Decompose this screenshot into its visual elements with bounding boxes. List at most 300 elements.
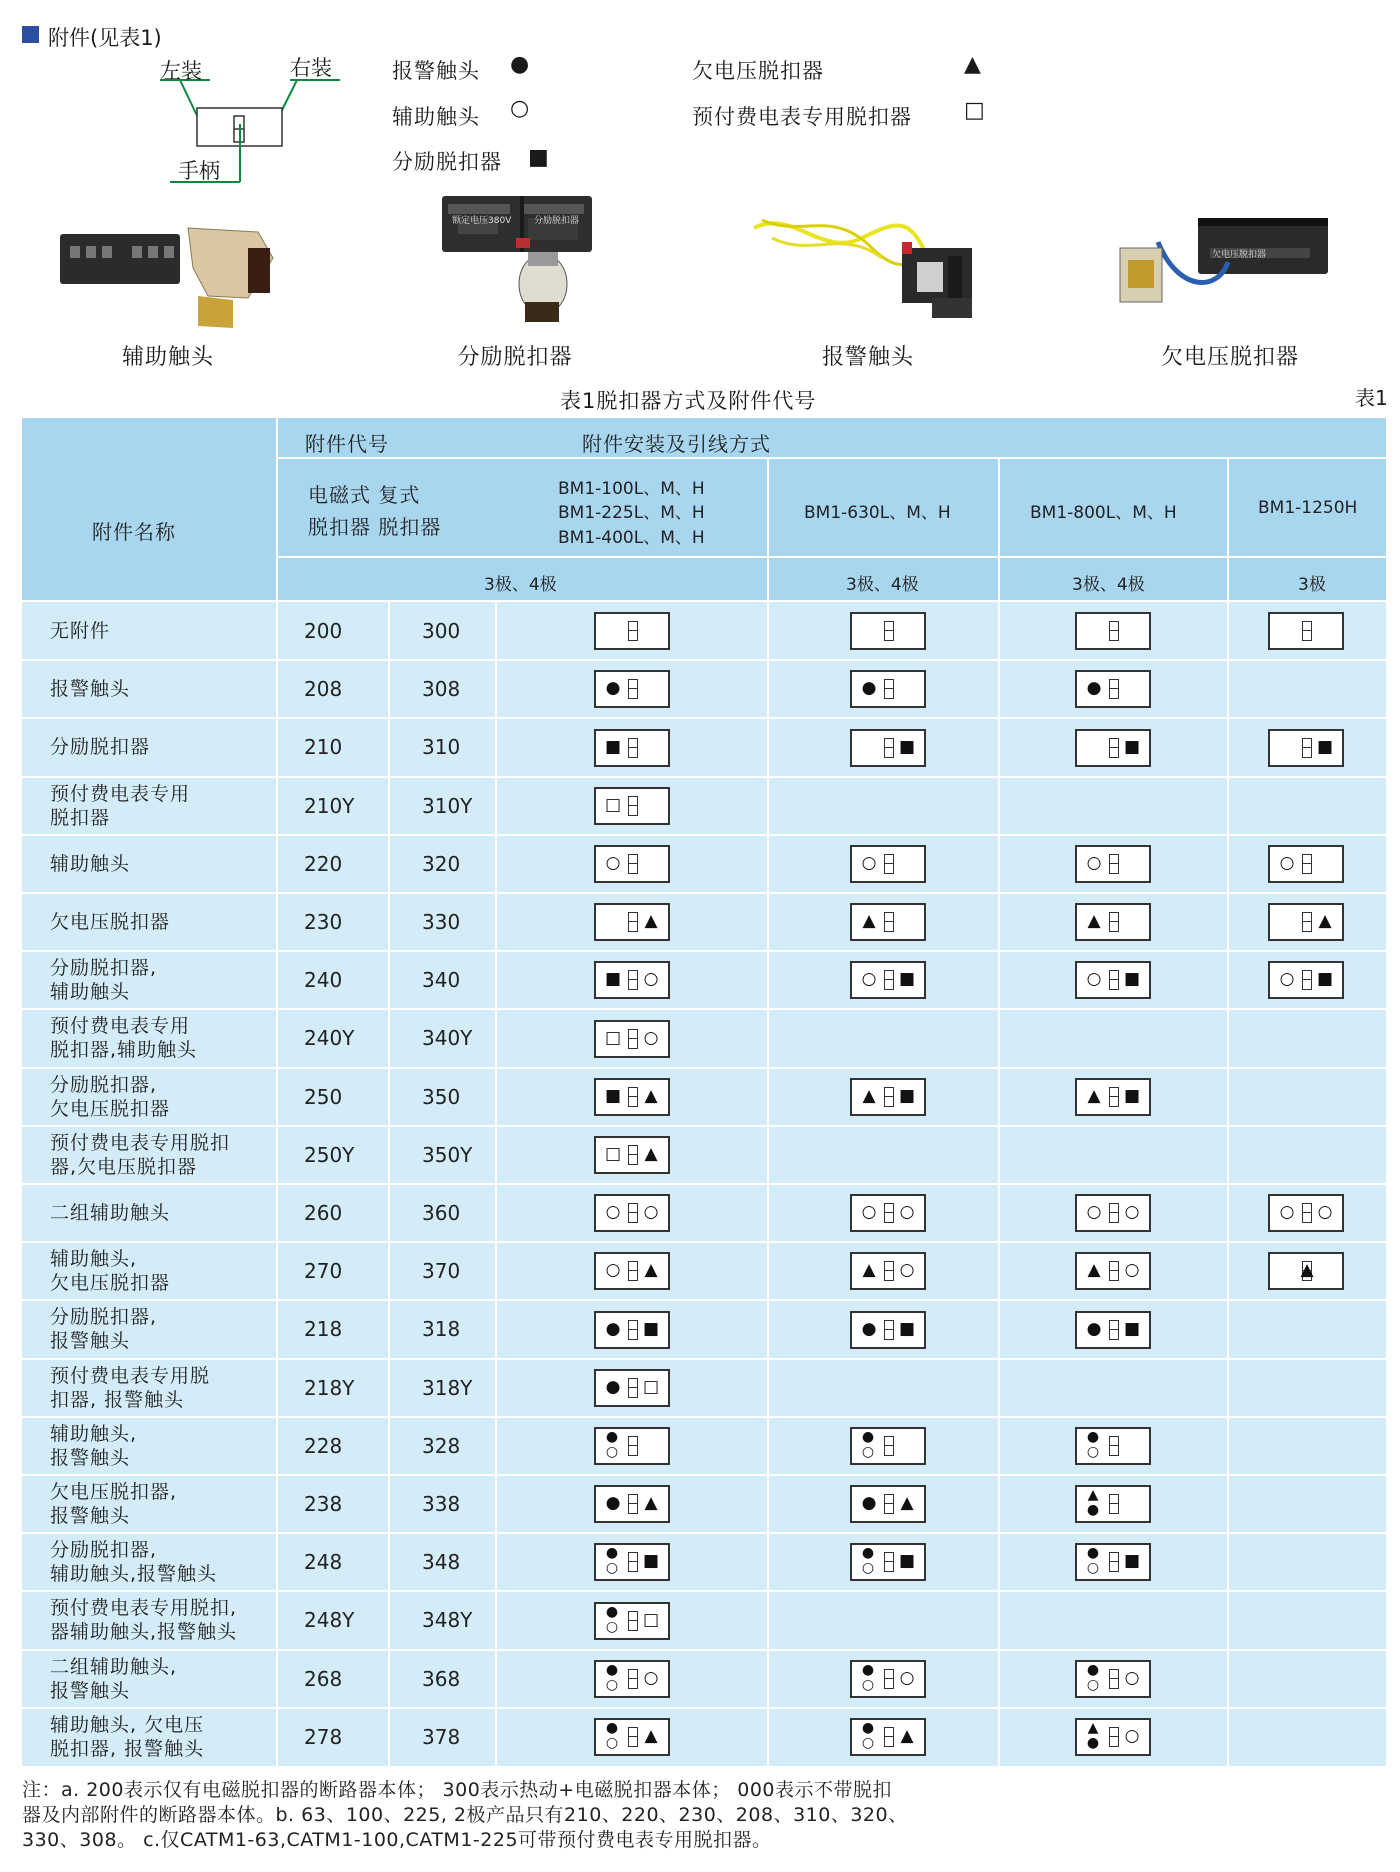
header-poles-group1: 3极、4极	[484, 575, 557, 595]
row-name-line: 欠电压脱扣器	[50, 911, 171, 934]
symbol-glyph: ▲	[1087, 1260, 1101, 1281]
row-attachment-name	[50, 1359, 280, 1417]
table-row	[22, 1533, 1386, 1591]
wiring-symbol	[850, 1543, 926, 1581]
symbol-glyph: ●	[605, 1661, 619, 1678]
handle-glyph	[884, 1261, 894, 1281]
wiring-symbol	[1075, 1660, 1151, 1698]
symbol-glyph: ■	[1123, 1085, 1141, 1106]
row-attachment-name	[50, 1475, 280, 1533]
row-name-line: 脱扣器, 报警触头	[50, 1737, 205, 1760]
symbol-glyph: ○	[1086, 1676, 1100, 1693]
row-attachment-name	[50, 602, 280, 660]
handle-glyph	[1302, 1203, 1312, 1223]
row-attachment-name	[50, 1417, 280, 1475]
row-code-compound: 368	[422, 1666, 461, 1691]
header-model-225: BM1-225L、M、H	[558, 503, 705, 523]
row-code-electromagnetic: 238	[304, 1492, 343, 1517]
symbol-glyph: ○	[1124, 1202, 1140, 1223]
row-name-line: 辅助触头,	[50, 1248, 138, 1271]
wiring-symbol	[850, 1485, 926, 1523]
symbol-glyph: ○	[899, 1202, 915, 1223]
symbol-glyph: ■	[604, 969, 622, 990]
symbol-glyph: ○	[643, 1667, 659, 1688]
symbol-glyph: ■	[898, 1085, 916, 1106]
row-attachment-name	[50, 1009, 280, 1067]
wiring-symbol	[850, 1194, 926, 1232]
wiring-symbol	[594, 1718, 670, 1756]
row-attachment-name	[50, 1591, 280, 1649]
row-attachment-name	[50, 1708, 280, 1766]
handle-glyph	[884, 1552, 894, 1572]
handle-glyph	[1302, 854, 1312, 874]
wiring-symbol	[594, 612, 670, 650]
handle-glyph	[628, 1436, 638, 1456]
symbol-glyph: ■	[898, 969, 916, 990]
wiring-symbol	[594, 1252, 670, 1290]
row-code-electromagnetic: 210Y	[304, 793, 355, 818]
row-name-line: 报警触头	[50, 1679, 131, 1702]
legend-label-prepaid: 预付费电表专用脱扣器	[692, 105, 912, 129]
symbol-glyph: □	[604, 794, 622, 815]
symbol-glyph: ●	[1086, 678, 1102, 699]
header-attachment-code: 附件代号	[305, 432, 389, 456]
wiring-symbol	[850, 1660, 926, 1698]
wiring-symbol	[1075, 1311, 1151, 1349]
row-attachment-name	[50, 1126, 280, 1184]
symbol-glyph: ▲	[1087, 1085, 1101, 1106]
legend-symbol-prepaid: □	[964, 98, 985, 123]
symbol-glyph: ○	[605, 1676, 619, 1693]
row-name-line: 分励脱扣器	[50, 736, 151, 759]
row-name-line: 器辅助触头,报警触头	[50, 1621, 238, 1644]
symbol-glyph: ○	[605, 1618, 619, 1635]
wiring-symbol	[594, 1485, 670, 1523]
handle-glyph	[628, 738, 638, 758]
row-name-line: 器,欠电压脱扣器	[50, 1155, 198, 1178]
wiring-symbol	[850, 1718, 926, 1756]
symbol-glyph: ●	[605, 1376, 621, 1397]
undervoltage-release-image	[1118, 212, 1338, 312]
row-code-electromagnetic: 210	[304, 735, 343, 760]
symbol-glyph: ●	[1086, 1428, 1100, 1445]
row-code-electromagnetic: 230	[304, 910, 343, 935]
wiring-symbol	[1075, 1252, 1151, 1290]
header-electromagnetic: 电磁式 复式	[308, 483, 421, 507]
header-poles-group4: 3极	[1298, 575, 1326, 595]
row-code-compound: 350Y	[422, 1142, 473, 1167]
handle-glyph	[884, 1320, 894, 1340]
row-name-line: 辅助触头, 欠电压	[50, 1713, 205, 1736]
table-row	[22, 1591, 1386, 1649]
handle-glyph	[884, 1203, 894, 1223]
wiring-symbol	[1075, 1718, 1151, 1756]
row-name-line: 分励脱扣器,	[50, 1539, 158, 1562]
header-divider	[276, 457, 1386, 459]
shunt-release-label-right: 分励脱扣器	[534, 216, 580, 226]
wiring-symbol	[594, 845, 670, 883]
row-code-compound: 330	[422, 910, 461, 935]
symbol-glyph: □	[642, 1609, 660, 1630]
symbol-glyph: ○	[899, 1260, 915, 1281]
handle-glyph	[628, 796, 638, 816]
symbol-glyph: ▲	[644, 1143, 658, 1164]
table-row	[22, 1126, 1386, 1184]
symbol-glyph: ○	[1086, 1560, 1100, 1577]
header-divider	[998, 457, 1000, 600]
wiring-symbol	[594, 1543, 670, 1581]
row-code-electromagnetic: 228	[304, 1433, 343, 1458]
handle-glyph	[628, 970, 638, 990]
row-code-electromagnetic: 218	[304, 1317, 343, 1342]
symbol-glyph: ■	[1316, 969, 1334, 990]
photo-auxiliary-contact	[58, 218, 288, 337]
symbol-glyph: ▲	[644, 1085, 658, 1106]
handle-glyph	[1109, 1261, 1119, 1281]
symbol-glyph: ●	[861, 1661, 875, 1678]
row-code-compound: 370	[422, 1259, 461, 1284]
row-attachment-name	[50, 1068, 280, 1126]
row-attachment-name	[50, 1300, 280, 1358]
symbol-glyph: ○	[605, 1443, 619, 1460]
wiring-symbol	[594, 1194, 670, 1232]
row-attachment-name	[50, 1650, 280, 1708]
handle-glyph	[884, 1727, 894, 1747]
section-title: 附件(见表1)	[48, 26, 162, 50]
symbol-glyph: ■	[1123, 1318, 1141, 1339]
symbol-glyph: ▲	[862, 911, 876, 932]
wiring-symbol	[850, 612, 926, 650]
symbol-glyph: ○	[1124, 1667, 1140, 1688]
row-name-line: 无附件	[50, 620, 111, 643]
row-name-line: 报警触头	[50, 678, 131, 701]
wiring-symbol	[594, 1369, 670, 1407]
wiring-symbol	[850, 845, 926, 883]
row-name-line: 扣器, 报警触头	[50, 1388, 185, 1411]
caption-shunt-release: 分励脱扣器	[457, 345, 573, 370]
handle-glyph	[884, 912, 894, 932]
handle-glyph	[884, 738, 894, 758]
header-divider	[767, 457, 769, 600]
row-attachment-name	[50, 835, 280, 893]
table-row	[22, 718, 1386, 776]
legend-symbol-undervoltage: ▲	[964, 52, 981, 77]
legend-label-shunt: 分励脱扣器	[392, 150, 502, 174]
row-name-line: 报警触头	[50, 1505, 131, 1528]
handle-glyph	[628, 1378, 638, 1398]
handle-glyph	[884, 1087, 894, 1107]
row-name-line: 预付费电表专用脱扣	[50, 1131, 231, 1154]
wiring-symbol	[1075, 1078, 1151, 1116]
label-handle: 手柄	[178, 159, 220, 183]
wiring-symbol	[1075, 845, 1151, 883]
row-name-line: 脱扣器	[50, 806, 111, 829]
wiring-symbol	[850, 1427, 926, 1465]
wiring-symbol	[850, 1311, 926, 1349]
row-code-electromagnetic: 208	[304, 677, 343, 702]
symbol-glyph: ▲	[644, 1493, 658, 1514]
symbol-glyph: ■	[1123, 969, 1141, 990]
handle-glyph	[1109, 1552, 1119, 1572]
symbol-glyph: ●	[861, 678, 877, 699]
row-code-electromagnetic: 270	[304, 1259, 343, 1284]
handle-glyph	[884, 621, 894, 641]
header-model-630: BM1-630L、M、H	[804, 503, 951, 523]
handle-glyph	[884, 679, 894, 699]
handle-glyph	[1109, 912, 1119, 932]
row-code-compound: 318Y	[422, 1375, 473, 1400]
row-code-compound: 348Y	[422, 1608, 473, 1633]
handle-glyph	[628, 1552, 638, 1572]
row-attachment-name	[50, 660, 280, 718]
symbol-glyph: ○	[605, 1202, 621, 1223]
table-row	[22, 1359, 1386, 1417]
label-right-mount: 右装	[290, 56, 332, 80]
row-code-compound: 300	[422, 619, 461, 644]
table-row	[22, 1009, 1386, 1067]
wiring-symbol	[850, 961, 926, 999]
symbol-glyph: ■	[898, 1318, 916, 1339]
header-model-100: BM1-100L、M、H	[558, 479, 705, 499]
symbol-glyph: ■	[604, 1085, 622, 1106]
table-number: 表1	[1355, 386, 1388, 410]
handle-glyph	[1109, 1087, 1119, 1107]
handle-glyph	[1109, 1494, 1119, 1514]
symbol-glyph: ●	[605, 1545, 619, 1562]
wiring-symbol	[1075, 1485, 1151, 1523]
row-attachment-name	[50, 1184, 280, 1242]
wiring-symbol	[1075, 961, 1151, 999]
symbol-glyph: ○	[1086, 1443, 1100, 1460]
legend-label-undervoltage: 欠电压脱扣器	[692, 59, 824, 83]
row-code-compound: 318	[422, 1317, 461, 1342]
wiring-symbol	[1075, 1543, 1151, 1581]
wiring-symbol	[594, 1311, 670, 1349]
symbol-glyph: ○	[861, 1734, 875, 1751]
wiring-symbol	[1075, 670, 1151, 708]
handle-glyph	[1109, 621, 1119, 641]
row-attachment-name	[50, 1242, 280, 1300]
symbol-glyph: ▲	[862, 1085, 876, 1106]
row-name-line: 预付费电表专用脱	[50, 1364, 211, 1387]
symbol-glyph: ○	[643, 1202, 659, 1223]
handle-glyph	[628, 679, 638, 699]
photo-undervoltage-release	[1118, 212, 1338, 316]
symbol-glyph: ○	[605, 1560, 619, 1577]
symbol-glyph: ○	[861, 1202, 877, 1223]
symbol-glyph: ○	[861, 969, 877, 990]
symbol-glyph: ○	[1086, 1202, 1102, 1223]
row-code-compound: 310	[422, 735, 461, 760]
header-divider	[276, 418, 278, 600]
caption-undervoltage-release: 欠电压脱扣器	[1160, 345, 1299, 370]
handle-glyph	[628, 1669, 638, 1689]
handle-glyph	[1109, 1727, 1119, 1747]
row-name-line: 报警触头	[50, 1330, 131, 1353]
header-install-method: 附件安装及引线方式	[582, 432, 771, 456]
row-code-electromagnetic: 200	[304, 619, 343, 644]
handle-glyph	[628, 854, 638, 874]
symbol-glyph: ▲	[862, 1260, 876, 1281]
row-code-compound: 348	[422, 1550, 461, 1575]
wiring-symbol	[1075, 729, 1151, 767]
header-model-1250: BM1-1250H	[1258, 498, 1358, 518]
handle-glyph	[628, 1087, 638, 1107]
table-row	[22, 1708, 1386, 1766]
symbol-glyph: ■	[1123, 1551, 1141, 1572]
footnote	[22, 1778, 1322, 1853]
symbol-glyph: ▲	[900, 1725, 914, 1746]
undervoltage-release-label: 欠电压脱扣器	[1212, 250, 1267, 260]
table-row	[22, 1300, 1386, 1358]
wiring-symbol	[1268, 1252, 1344, 1290]
symbol-glyph: ●	[1086, 1661, 1100, 1678]
table-row	[22, 1650, 1386, 1708]
row-code-electromagnetic: 278	[304, 1724, 343, 1749]
symbol-glyph: ○	[643, 1027, 659, 1048]
handle-glyph	[1302, 970, 1312, 990]
footnote-line: 注：a. 200表示仅有电磁脱扣器的断路器本体； 300表示热动+电磁脱扣器本体； 000表示不带脱扣	[22, 1779, 893, 1801]
symbol-glyph: ○	[1124, 1260, 1140, 1281]
header-attachment-name: 附件名称	[92, 520, 176, 544]
row-code-compound: 320	[422, 851, 461, 876]
row-code-electromagnetic: 240	[304, 968, 343, 993]
symbol-glyph: ○	[1086, 969, 1102, 990]
handle-glyph	[1109, 1669, 1119, 1689]
wiring-symbol	[1075, 612, 1151, 650]
row-name-line: 分励脱扣器,	[50, 1306, 158, 1329]
wiring-symbol	[1268, 612, 1344, 650]
row-name-line: 辅助触头,报警触头	[50, 1563, 218, 1586]
handle-glyph	[1109, 1320, 1119, 1340]
table-row	[22, 1417, 1386, 1475]
header-model-800: BM1-800L、M、H	[1030, 503, 1177, 523]
caption-auxiliary-contact: 辅助触头	[121, 345, 214, 370]
symbol-glyph: ■	[642, 1318, 660, 1339]
symbol-glyph: ○	[861, 1443, 875, 1460]
symbol-glyph: ▲	[644, 911, 658, 932]
row-code-compound: 308	[422, 677, 461, 702]
table-caption: 表1脱扣器方式及附件代号	[560, 389, 817, 413]
wiring-symbol	[594, 903, 670, 941]
header-divider	[1227, 457, 1229, 600]
symbol-glyph: ○	[1124, 1725, 1140, 1746]
row-code-compound: 340Y	[422, 1026, 473, 1051]
row-attachment-name	[50, 1533, 280, 1591]
header-divider	[276, 556, 1386, 558]
handle-glyph	[884, 1494, 894, 1514]
caption-alarm-contact: 报警触头	[821, 345, 914, 370]
handle-glyph	[628, 1611, 638, 1631]
wiring-symbol	[850, 729, 926, 767]
symbol-glyph: ○	[1279, 969, 1295, 990]
legend-label-alarm: 报警触头	[392, 59, 480, 83]
row-name-line: 欠电压脱扣器	[50, 1272, 171, 1295]
wiring-symbol	[594, 1136, 670, 1174]
symbol-glyph: ▲	[900, 1493, 914, 1514]
symbol-glyph: ●	[605, 1603, 619, 1620]
symbol-glyph: ●	[1086, 1502, 1100, 1519]
handle-glyph	[628, 1494, 638, 1514]
symbol-glyph: ○	[605, 852, 621, 873]
wiring-symbol	[594, 787, 670, 825]
row-attachment-name	[50, 951, 280, 1009]
table-row	[22, 1475, 1386, 1533]
symbol-glyph: ●	[605, 1428, 619, 1445]
handle-glyph	[628, 912, 638, 932]
table-row	[22, 1068, 1386, 1126]
wiring-symbol	[1268, 1194, 1344, 1232]
symbol-glyph: ●	[1086, 1545, 1100, 1562]
handle-glyph	[628, 1203, 638, 1223]
legend-symbol-auxiliary: ○	[510, 96, 530, 121]
row-attachment-name	[50, 718, 280, 776]
symbol-glyph: ●	[605, 678, 621, 699]
row-name-line: 欠电压脱扣器	[50, 1097, 171, 1120]
symbol-glyph: □	[604, 1027, 622, 1048]
row-code-compound: 328	[422, 1433, 461, 1458]
handle-glyph	[1109, 854, 1119, 874]
symbol-glyph: ▲	[644, 1260, 658, 1281]
legend-label-auxiliary: 辅助触头	[392, 105, 480, 129]
symbol-glyph: ○	[643, 969, 659, 990]
symbol-glyph: ▲	[1087, 1487, 1099, 1504]
wiring-symbol	[850, 670, 926, 708]
handle-glyph	[1109, 738, 1119, 758]
symbol-glyph: ●	[861, 1545, 875, 1562]
symbol-glyph: ○	[899, 1667, 915, 1688]
row-name-line: 辅助触头	[50, 981, 131, 1004]
wiring-symbol	[594, 961, 670, 999]
wiring-symbol	[850, 1078, 926, 1116]
row-code-electromagnetic: 240Y	[304, 1026, 355, 1051]
symbol-glyph: ●	[1086, 1734, 1100, 1751]
symbol-glyph: ●	[605, 1493, 621, 1514]
table-row	[22, 951, 1386, 1009]
wiring-symbol	[1268, 903, 1344, 941]
handle-glyph	[1109, 1203, 1119, 1223]
row-name-line: 二组辅助触头	[50, 1202, 171, 1225]
row-code-electromagnetic: 248Y	[304, 1608, 355, 1633]
row-name-line: 分励脱扣器,	[50, 957, 158, 980]
row-attachment-name	[50, 777, 280, 835]
wiring-symbol	[594, 1660, 670, 1698]
symbol-glyph: □	[642, 1376, 660, 1397]
row-code-electromagnetic: 260	[304, 1201, 343, 1226]
wiring-symbol	[594, 670, 670, 708]
wiring-symbol	[1075, 1427, 1151, 1465]
table-row	[22, 835, 1386, 893]
wiring-symbol	[594, 729, 670, 767]
table-row	[22, 893, 1386, 951]
row-code-compound: 350	[422, 1084, 461, 1109]
wiring-symbol	[1268, 729, 1344, 767]
row-name-line: 辅助触头	[50, 852, 131, 875]
section-marker	[22, 26, 39, 43]
row-code-electromagnetic: 250Y	[304, 1142, 355, 1167]
symbol-glyph: ●	[605, 1719, 619, 1736]
symbol-glyph: ○	[1086, 852, 1102, 873]
alarm-contact-image	[752, 198, 992, 328]
row-name-line: 分励脱扣器,	[50, 1073, 158, 1096]
photo-alarm-contact	[752, 198, 992, 332]
symbol-glyph: ●	[861, 1428, 875, 1445]
row-code-electromagnetic: 250	[304, 1084, 343, 1109]
handle-glyph	[884, 1669, 894, 1689]
row-name-line: 报警触头	[50, 1446, 131, 1469]
row-name-line: 预付费电表专用	[50, 1015, 191, 1038]
header-release-type: 脱扣器 脱扣器	[308, 515, 442, 539]
